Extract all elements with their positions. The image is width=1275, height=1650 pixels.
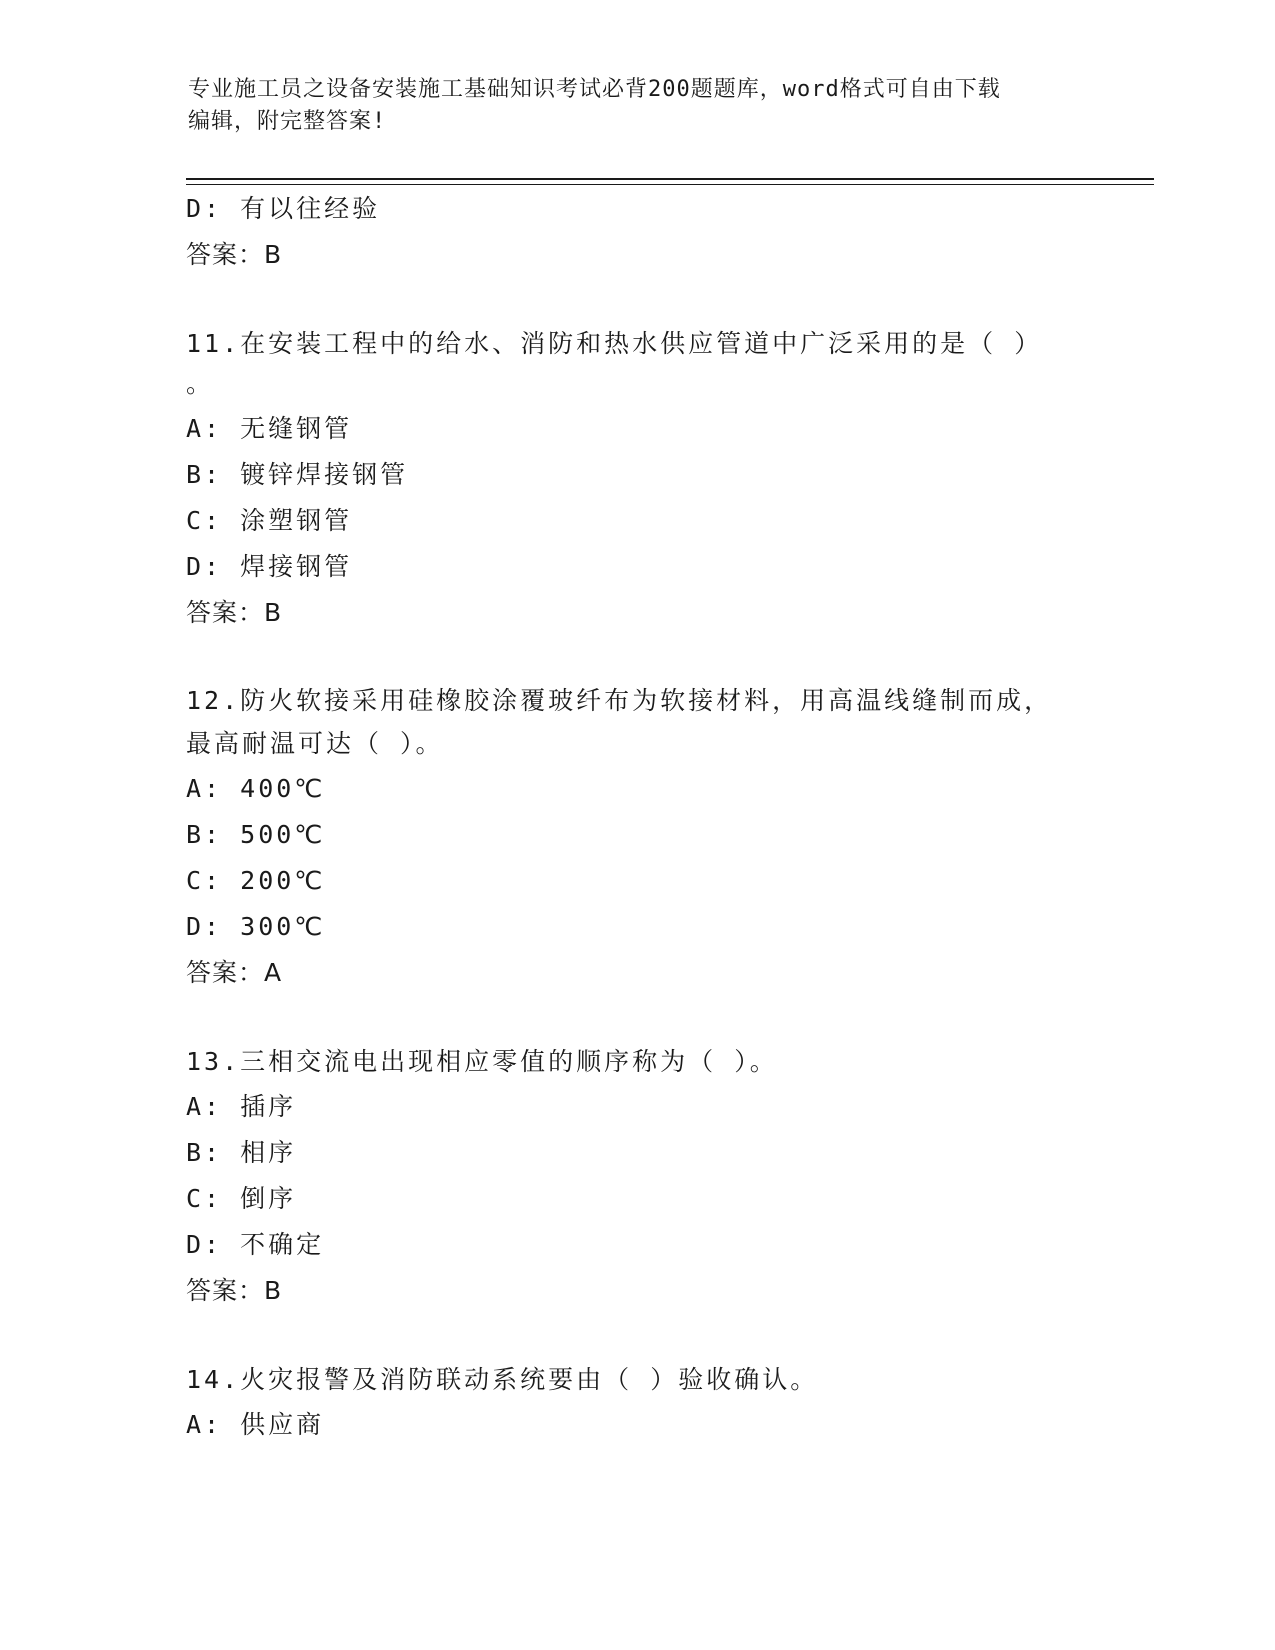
header-divider-thick xyxy=(186,178,1154,180)
question-text-line1: 14.火灾报警及消防联动系统要由（ ）验收确认。 xyxy=(186,1365,819,1394)
question-block-13 xyxy=(186,1040,1086,1314)
option-d: D: 焊接钢管 xyxy=(186,552,353,581)
question-block-11 xyxy=(186,322,1086,636)
answer-label: 答案：B xyxy=(186,1276,283,1305)
option-d: D: 有以往经验 xyxy=(186,194,381,223)
question-text-line1: 13.三相交流电出现相应零值的顺序称为（ ）。 xyxy=(186,1047,778,1076)
header-divider-thin xyxy=(186,184,1154,185)
option-d: D: 300℃ xyxy=(186,912,326,941)
option-b: B: 500℃ xyxy=(186,820,326,849)
option-a: A: 无缝钢管 xyxy=(186,414,353,443)
option-a: A: 400℃ xyxy=(186,774,326,803)
question-list xyxy=(186,186,1086,1448)
option-a: A: 插序 xyxy=(186,1092,297,1121)
question-block-12 xyxy=(186,680,1086,996)
document-header xyxy=(188,74,1088,138)
option-a: A: 供应商 xyxy=(186,1410,325,1439)
spacer xyxy=(186,996,1086,1040)
option-c: C: 涂塑钢管 xyxy=(186,506,353,535)
answer-label: 答案：B xyxy=(186,598,283,627)
question-block-10 xyxy=(186,186,1086,278)
question-block-14 xyxy=(186,1358,1086,1448)
option-c: C: 200℃ xyxy=(186,866,326,895)
spacer xyxy=(186,1314,1086,1358)
spacer xyxy=(186,636,1086,680)
option-b: B: 相序 xyxy=(186,1138,297,1167)
header-title-line2: 编辑，附完整答案! xyxy=(188,109,387,134)
header-title-line1: 专业施工员之设备安装施工基础知识考试必背200题题库，word格式可自由下载 xyxy=(188,77,1001,102)
question-text-line2: 。 xyxy=(186,369,215,398)
option-b: B: 镀锌焊接钢管 xyxy=(186,460,409,489)
option-d: D: 不确定 xyxy=(186,1230,325,1259)
question-text-line2: 最高耐温可达（ ）。 xyxy=(186,729,444,758)
option-c: C: 倒序 xyxy=(186,1184,297,1213)
answer-label: 答案：B xyxy=(186,240,283,269)
spacer xyxy=(186,278,1086,322)
question-text-line1: 12.防火软接采用硅橡胶涂覆玻纤布为软接材料，用高温线缝制而成， xyxy=(186,686,1053,715)
answer-label: 答案：A xyxy=(186,958,283,987)
question-text-line1: 11.在安装工程中的给水、消防和热水供应管道中广泛采用的是（ ） xyxy=(186,329,1043,358)
